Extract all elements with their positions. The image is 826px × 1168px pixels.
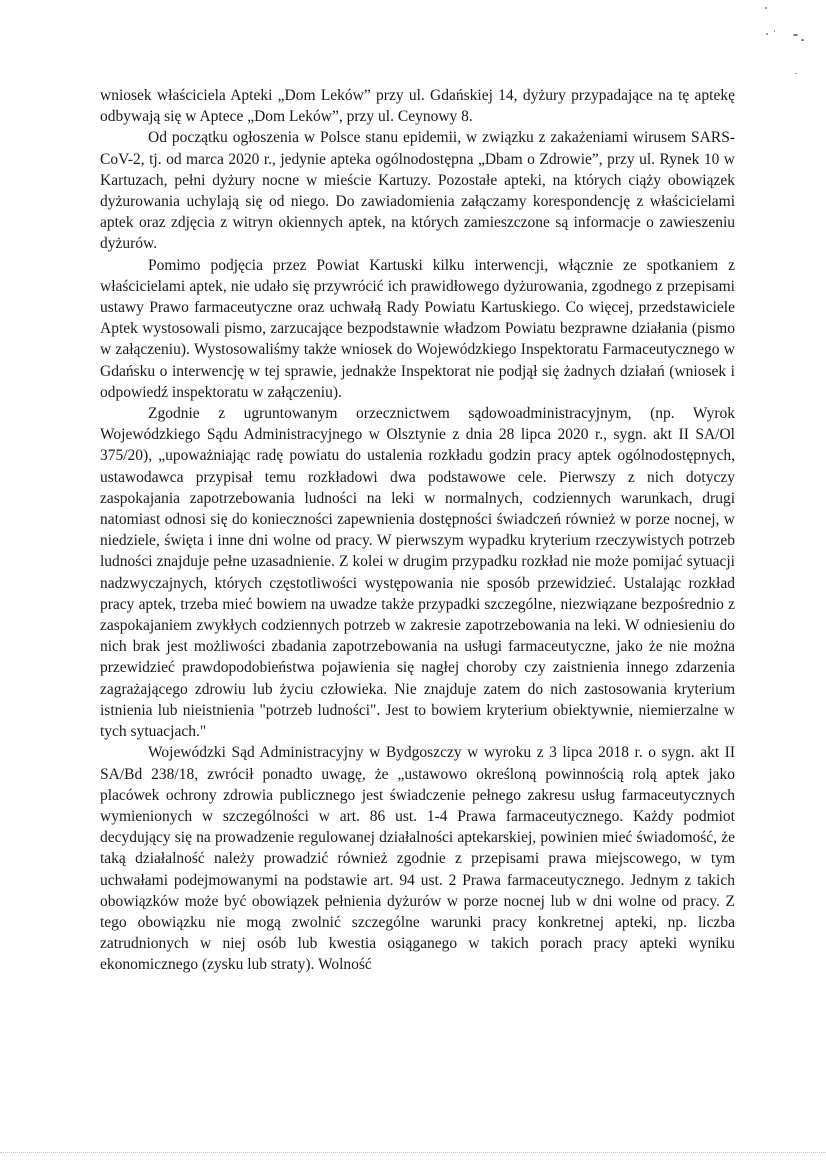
paragraph: Wojewódzki Sąd Administracyjny w Bydgoszczy w wyroku z 3 lipca 2018 r. o sygn. akt II SA/Bd 238/18, zwrócił ponadto uwagę, że „ustawowo określoną powinnością rolą aptek jako placówek ochrony zdrowia publicznego jest świadczenie pełnego zakresu usług farmaceutycznych wymienionych w szczególności w art. 86 ust. 1-4 Prawa farmaceutycznego. Każdy podmiot decydujący się na prowadzenie regulowanej działalności aptekarskiej, powinien mieć świadomość, że taką działalność należy prowadzić również zgodnie z przepisami prawa miejscowego, w tym uchwałami podejmowanymi na podstawie art. 94 ust. 2 Prawa farmaceutycznego. Jednym z takich obowiązków może być obowiązek pełnienia dyżurów w porze nocnej lub w dni wolne od pracy. Z tego obowiązku nie mogą zwolnić szczególne warunki pracy konkretnej apteki, np. liczba zatrudnionych w niej osób lub kwestia osiąganego w takich porach pracy apteki wyniku ekonomicznego (zysku lub straty). Wolność	[100, 744, 735, 974]
document-body	[100, 85, 735, 976]
paragraph: Zgodnie z ugruntowanym orzecznictwem sądowoadministracyjnym, (np. Wyrok Wojewódzkiego Sądu Administracyjnego w Olsztynie z dnia 28 lipca 2020 r., sygn. akt II SA/Ol 375/20), „upoważniając radę powiatu do ustalenia rozkładu godzin pracy aptek ogólnodostępnych, ustawodawca przypisał temu rozkładowi dwa podstawowe cele. Pierwszy z nich dotyczy zaspokajania zapotrzebowania ludności na leki w normalnych, codziennych warunkach, drugi natomiast odnosi się do konieczności zapewnienia dostępności świadczeń również w porze nocnej, w niedziele, święta i inne dni wolne od pracy. W pierwszym wypadku kryterium rzeczywistych potrzeb ludności znajduje pełne uzasadnienie. Z kolei w drugim przypadku rozkład nie może pomijać sytuacji nadzwyczajnych, których częstotliwości występowania nie sposób przewidzieć. Ustalając rozkład pracy aptek, trzeba mieć bowiem na uwadze także przypadki szczególne, niezwiązane bezpośrednio z zaspokajaniem zwykłych codziennych potrzeb w zakresie zapotrzebowania na leki. W odniesieniu do nich brak jest możliwości zbadania zapotrzebowania na usługi farmaceutyczne, jako że nie można przewidzieć prawdopodobieństwa pojawienia się nagłej choroby czy zaistnienia innego zdarzenia zagrażającego zdrowiu lub życiu człowieka. Nie znajduje zatem do nich zastosowania kryterium istnienia lub nieistnienia "potrzeb ludności". Jest to bowiem kryterium obiektywnie, niemierzalne w tych sytuacjach."	[100, 405, 735, 741]
scan-speck	[795, 73, 797, 74]
paragraph: wniosek właściciela Apteki „Dom Leków” przy ul. Gdańskiej 14, dyżury przypadające na tę aptekę odbywają się w Aptece „Dom Leków”, przy ul. Ceynowy 8.	[100, 87, 735, 126]
scan-speck	[766, 33, 768, 35]
scan-speck	[801, 39, 804, 41]
scan-speck	[774, 30, 775, 32]
paragraph: Pomimo podjęcia przez Powiat Kartuski kilku interwencji, włącznie ze spotkaniem z właścicielami aptek, nie udało się przywrócić ich prawidłowego dyżurowania, zgodnego z przepisami ustawy Prawo farmaceutyczne oraz uchwałą Rady Powiatu Kartuskiego. Co więcej, przedstawiciele Aptek wystosowali pismo, zarzucające bezpodstawnie władzom Powiatu bezprawne działania (pismo w załączeniu). Wystosowaliśmy także wniosek do Wojewódzkiego Inspektoratu Farmaceutycznego w Gdańsku o interwencję w tej sprawie, jednakże Inspektorat nie podjął się żadnych działań (wniosek i odpowiedź inspektoratu w załączeniu).	[100, 256, 735, 401]
scan-speck	[765, 7, 767, 9]
scan-edge-line	[0, 1152, 826, 1153]
paragraph: Od początku ogłoszenia w Polsce stanu epidemii, w związku z zakażeniami wirusem SARS-CoV-2, tj. od marca 2020 r., jedynie apteka ogólnodostępna „Dbam o Zdrowie”, przy ul. Rynek 10 w Kartuzach, pełni dyżury nocne w mieście Kartuzy. Pozostałe apteki, na których ciąży obowiązek dyżurowania uchylają się od niego. Do zawiadomienia załączamy korespondencję z właścicielami aptek oraz zdjęcia z witryn okiennych aptek, na których zamieszczone są informacje o zawieszeniu dyżurów.	[100, 129, 735, 253]
scan-speck	[793, 34, 798, 36]
